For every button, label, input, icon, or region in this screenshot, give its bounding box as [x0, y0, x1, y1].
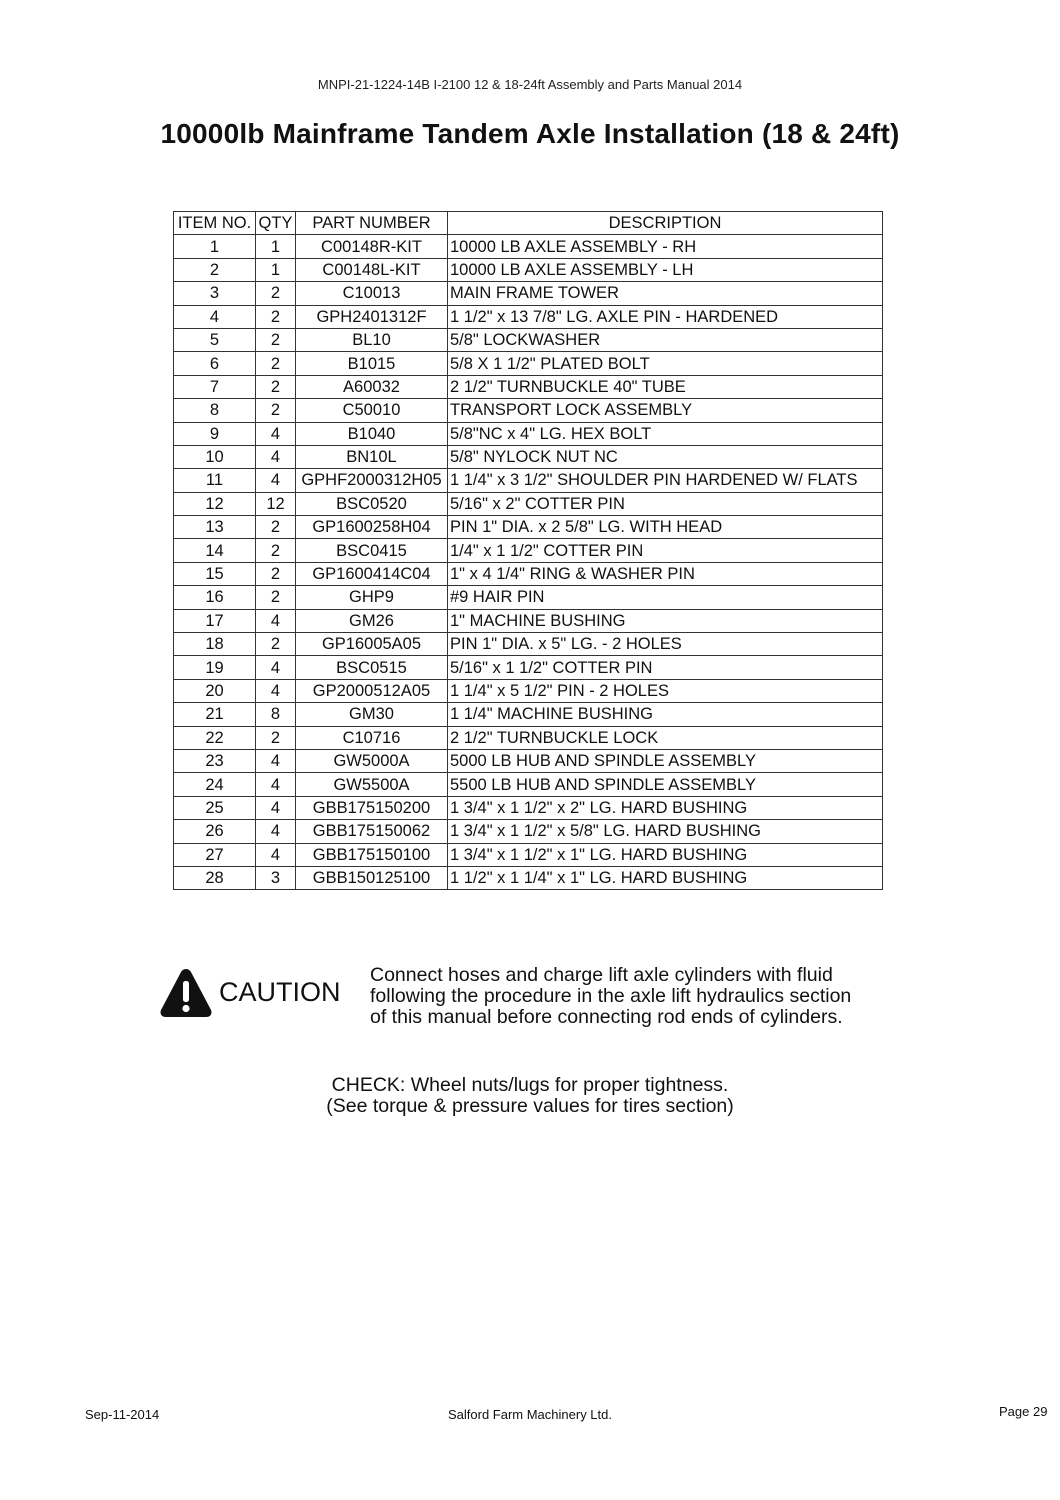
table-row — [174, 305, 883, 328]
table-row — [174, 562, 883, 585]
item-no-cell: 19 — [174, 656, 256, 679]
part-number-cell: B1015 — [296, 352, 448, 375]
item-no-cell: 1 — [174, 235, 256, 258]
table-row — [174, 235, 883, 258]
warning-triangle-icon — [159, 967, 213, 1019]
description-cell: 1 1/4" MACHINE BUSHING — [448, 703, 883, 726]
table-row — [174, 773, 883, 796]
part-number-cell: GPH2401312F — [296, 305, 448, 328]
table-row — [174, 703, 883, 726]
qty-cell: 4 — [256, 820, 296, 843]
table-row — [174, 399, 883, 422]
table-row — [174, 820, 883, 843]
table-row — [174, 352, 883, 375]
description-cell: 5/8" LOCKWASHER — [448, 328, 883, 351]
part-number-cell: C10013 — [296, 282, 448, 305]
item-no-cell: 5 — [174, 328, 256, 351]
item-no-cell: 4 — [174, 305, 256, 328]
part-number-cell: C50010 — [296, 399, 448, 422]
caution-line: following the procedure in the axle lift hydraulics section — [370, 985, 852, 1007]
column-header-item-no: ITEM NO. — [174, 212, 256, 235]
item-no-cell: 25 — [174, 796, 256, 819]
qty-cell: 2 — [256, 633, 296, 656]
part-number-cell: GHP9 — [296, 586, 448, 609]
description-cell: 5/8" NYLOCK NUT NC — [448, 445, 883, 468]
description-cell: 1 1/2" x 1 1/4" x 1" LG. HARD BUSHING — [448, 866, 883, 889]
table-row — [174, 656, 883, 679]
description-cell: 1 1/2" x 13 7/8" LG. AXLE PIN - HARDENED — [448, 305, 883, 328]
table-row — [174, 796, 883, 819]
description-cell: 10000 LB AXLE ASSEMBLY - RH — [448, 235, 883, 258]
item-no-cell: 8 — [174, 399, 256, 422]
item-no-cell: 7 — [174, 375, 256, 398]
part-number-cell: BSC0515 — [296, 656, 448, 679]
qty-cell: 1 — [256, 258, 296, 281]
part-number-cell: GP16005A05 — [296, 633, 448, 656]
description-cell: 2 1/2" TURNBUCKLE 40" TUBE — [448, 375, 883, 398]
description-cell: 1" x 4 1/4" RING & WASHER PIN — [448, 562, 883, 585]
item-no-cell: 3 — [174, 282, 256, 305]
check-note-line: (See torque & pressure values for tires section) — [326, 1095, 734, 1117]
item-no-cell: 17 — [174, 609, 256, 632]
caution-label: CAUTION — [219, 977, 341, 1007]
table-row — [174, 679, 883, 702]
item-no-cell: 12 — [174, 492, 256, 515]
part-number-cell: A60032 — [296, 375, 448, 398]
table-header-row — [174, 212, 883, 235]
item-no-cell: 16 — [174, 586, 256, 609]
table-row — [174, 492, 883, 515]
qty-cell: 2 — [256, 375, 296, 398]
column-header-description: DESCRIPTION — [448, 212, 883, 235]
column-header-qty: QTY — [256, 212, 296, 235]
qty-cell: 1 — [256, 235, 296, 258]
table-row — [174, 843, 883, 866]
table-row — [174, 633, 883, 656]
item-no-cell: 9 — [174, 422, 256, 445]
part-number-cell: GM26 — [296, 609, 448, 632]
table-row — [174, 469, 883, 492]
qty-cell: 4 — [256, 749, 296, 772]
table-row — [174, 609, 883, 632]
qty-cell: 4 — [256, 796, 296, 819]
qty-cell: 2 — [256, 586, 296, 609]
caution-line: Connect hoses and charge lift axle cylinders with fluid — [370, 964, 833, 986]
check-note — [0, 1075, 1060, 1117]
description-cell: #9 HAIR PIN — [448, 586, 883, 609]
part-number-cell: GBB175150200 — [296, 796, 448, 819]
caution-message — [370, 965, 910, 1028]
item-no-cell: 11 — [174, 469, 256, 492]
footer-date: Sep-11-2014 — [85, 1407, 160, 1422]
description-cell: 1 1/4" x 5 1/2" PIN - 2 HOLES — [448, 679, 883, 702]
qty-cell: 2 — [256, 352, 296, 375]
table-row — [174, 866, 883, 889]
part-number-cell: BSC0520 — [296, 492, 448, 515]
table-row — [174, 258, 883, 281]
description-cell: 1/4" x 1 1/2" COTTER PIN — [448, 539, 883, 562]
qty-cell: 4 — [256, 773, 296, 796]
qty-cell: 3 — [256, 866, 296, 889]
description-cell: 5000 LB HUB AND SPINDLE ASSEMBLY — [448, 749, 883, 772]
item-no-cell: 2 — [174, 258, 256, 281]
part-number-cell: C00148L-KIT — [296, 258, 448, 281]
item-no-cell: 27 — [174, 843, 256, 866]
qty-cell: 4 — [256, 445, 296, 468]
part-number-cell: GBB150125100 — [296, 866, 448, 889]
part-number-cell: BN10L — [296, 445, 448, 468]
footer-company: Salford Farm Machinery Ltd. — [447, 1407, 612, 1422]
footer-page-number: Page 29 — [999, 1404, 1048, 1419]
description-cell: 5/8 X 1 1/2" PLATED BOLT — [448, 352, 883, 375]
table-row — [174, 375, 883, 398]
qty-cell: 2 — [256, 562, 296, 585]
item-no-cell: 21 — [174, 703, 256, 726]
part-number-cell: GPHF2000312H05 — [296, 469, 448, 492]
table-row — [174, 539, 883, 562]
description-cell: 5/8"NC x 4" LG. HEX BOLT — [448, 422, 883, 445]
description-cell: TRANSPORT LOCK ASSEMBLY — [448, 399, 883, 422]
item-no-cell: 10 — [174, 445, 256, 468]
part-number-cell: GBB175150062 — [296, 820, 448, 843]
description-cell: 1" MACHINE BUSHING — [448, 609, 883, 632]
part-number-cell: C00148R-KIT — [296, 235, 448, 258]
qty-cell: 2 — [256, 539, 296, 562]
description-cell: 5/16" x 2" COTTER PIN — [448, 492, 883, 515]
description-cell: MAIN FRAME TOWER — [448, 282, 883, 305]
description-cell: 2 1/2" TURNBUCKLE LOCK — [448, 726, 883, 749]
table-row — [174, 726, 883, 749]
description-cell: 5/16" x 1 1/2" COTTER PIN — [448, 656, 883, 679]
part-number-cell: GP1600414C04 — [296, 562, 448, 585]
qty-cell: 4 — [256, 469, 296, 492]
check-note-line: CHECK: Wheel nuts/lugs for proper tightness. — [331, 1074, 729, 1096]
table-row — [174, 328, 883, 351]
description-cell: 10000 LB AXLE ASSEMBLY - LH — [448, 258, 883, 281]
part-number-cell: GM30 — [296, 703, 448, 726]
item-no-cell: 23 — [174, 749, 256, 772]
table-row — [174, 586, 883, 609]
item-no-cell: 24 — [174, 773, 256, 796]
qty-cell: 2 — [256, 328, 296, 351]
description-cell: 5500 LB HUB AND SPINDLE ASSEMBLY — [448, 773, 883, 796]
parts-table — [173, 211, 883, 890]
qty-cell: 2 — [256, 516, 296, 539]
item-no-cell: 28 — [174, 866, 256, 889]
qty-cell: 4 — [256, 609, 296, 632]
description-cell: 1 3/4" x 1 1/2" x 1" LG. HARD BUSHING — [448, 843, 883, 866]
part-number-cell: C10716 — [296, 726, 448, 749]
qty-cell: 8 — [256, 703, 296, 726]
item-no-cell: 15 — [174, 562, 256, 585]
part-number-cell: BL10 — [296, 328, 448, 351]
column-header-part-number: PART NUMBER — [296, 212, 448, 235]
part-number-cell: GP2000512A05 — [296, 679, 448, 702]
qty-cell: 4 — [256, 843, 296, 866]
table-row — [174, 749, 883, 772]
item-no-cell: 13 — [174, 516, 256, 539]
qty-cell: 4 — [256, 656, 296, 679]
qty-cell: 4 — [256, 422, 296, 445]
qty-cell: 2 — [256, 305, 296, 328]
qty-cell: 2 — [256, 282, 296, 305]
description-cell: 1 3/4" x 1 1/2" x 2" LG. HARD BUSHING — [448, 796, 883, 819]
item-no-cell: 14 — [174, 539, 256, 562]
item-no-cell: 20 — [174, 679, 256, 702]
qty-cell: 2 — [256, 726, 296, 749]
table-row — [174, 282, 883, 305]
description-cell: PIN 1" DIA. x 5" LG. - 2 HOLES — [448, 633, 883, 656]
part-number-cell: GBB175150100 — [296, 843, 448, 866]
table-row — [174, 422, 883, 445]
item-no-cell: 22 — [174, 726, 256, 749]
qty-cell: 12 — [256, 492, 296, 515]
part-number-cell: GW5000A — [296, 749, 448, 772]
parts-table-body — [174, 235, 883, 890]
part-number-cell: B1040 — [296, 422, 448, 445]
table-row — [174, 516, 883, 539]
part-number-cell: GW5500A — [296, 773, 448, 796]
qty-cell: 2 — [256, 399, 296, 422]
item-no-cell: 6 — [174, 352, 256, 375]
page-title: 10000lb Mainframe Tandem Axle Installation (18 & 24ft) — [160, 118, 900, 149]
item-no-cell: 26 — [174, 820, 256, 843]
part-number-cell: BSC0415 — [296, 539, 448, 562]
description-cell: PIN 1" DIA. x 2 5/8" LG. WITH HEAD — [448, 516, 883, 539]
table-row — [174, 445, 883, 468]
description-cell: 1 1/4" x 3 1/2" SHOULDER PIN HARDENED W/ FLATS — [448, 469, 883, 492]
part-number-cell: GP1600258H04 — [296, 516, 448, 539]
caution-line: of this manual before connecting rod ends of cylinders. — [370, 1006, 843, 1028]
qty-cell: 4 — [256, 679, 296, 702]
item-no-cell: 18 — [174, 633, 256, 656]
description-cell: 1 3/4" x 1 1/2" x 5/8" LG. HARD BUSHING — [448, 820, 883, 843]
document-reference: MNPI-21-1224-14B I-2100 12 & 18-24ft Assembly and Parts Manual 2014 — [317, 77, 743, 92]
